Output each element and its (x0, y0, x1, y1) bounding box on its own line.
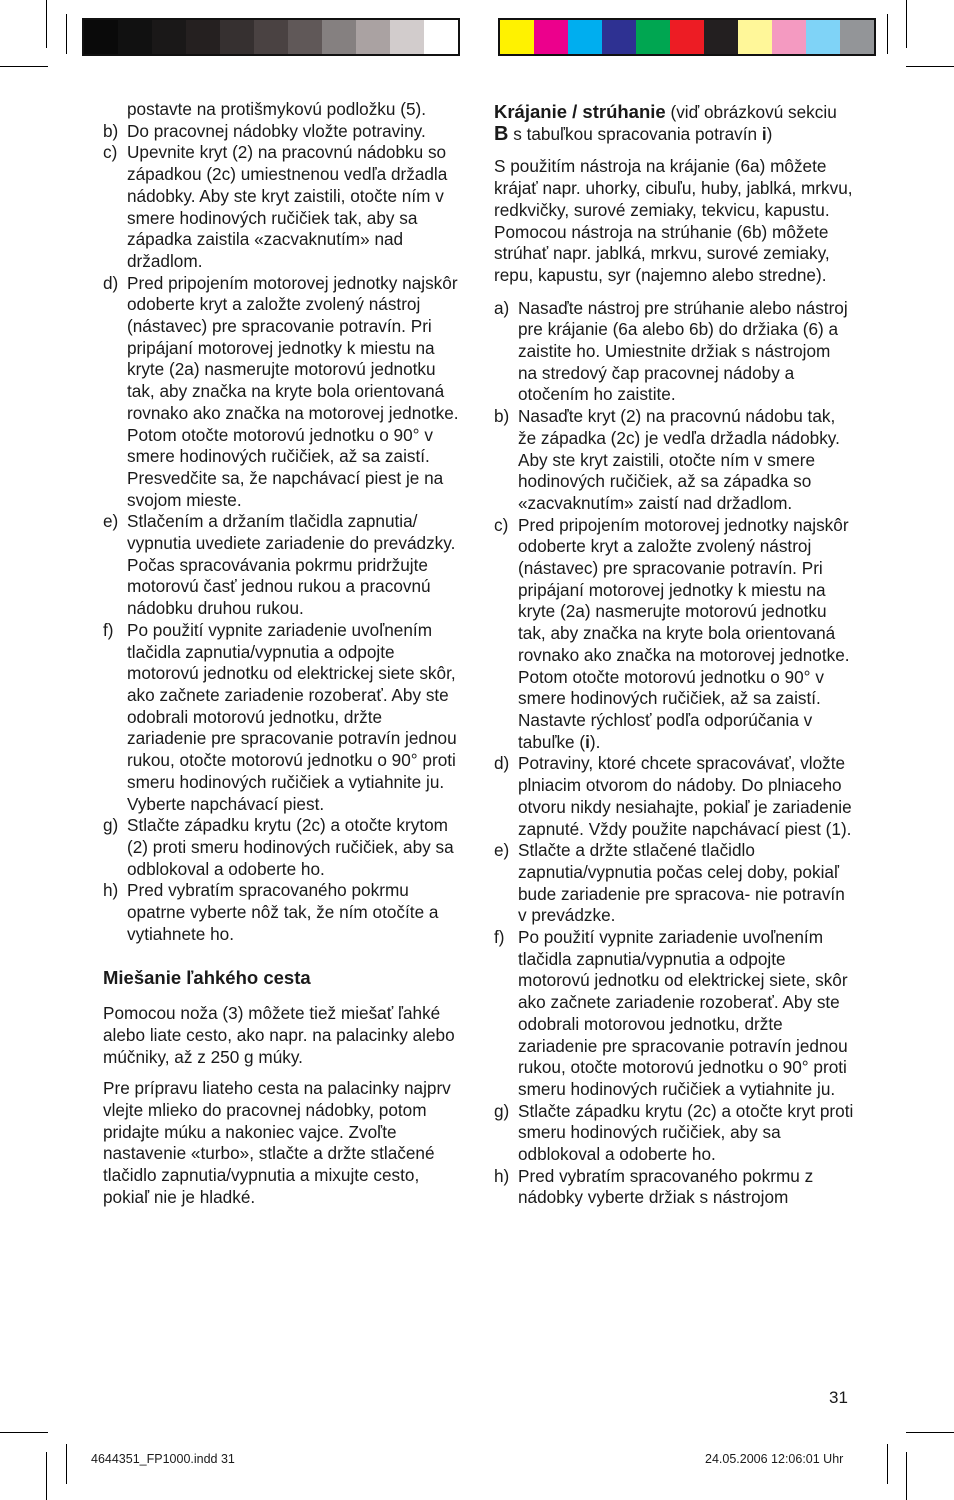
color-swatch (322, 20, 356, 54)
color-swatch (534, 20, 568, 54)
footer-date: 24.05.2006 12:06:01 Uhr (705, 1452, 844, 1466)
list-item-text: Po použití vypnite zariadenie uvoľnením tlačidla zapnutia/vypnutia a odpojte motorovú jednotku od elektrickej siete skôr, ako začnete zariadenie rozoberať. Aby ste odobrali motorovú jednotku, držte zariadenie pre spracovanie potravín jednou rukou, otočte motorovú jednotku o 90° proti smeru hodinových ručičiek a vytiahnite ju. Vyberte napchávací piest. (127, 619, 457, 814)
color-swatch (220, 20, 254, 54)
list-item-label: g) (103, 815, 119, 836)
color-swatch (704, 20, 738, 54)
crop-mark (906, 1432, 954, 1433)
list-item (103, 121, 461, 143)
footer-file: 4644351_FP1000.indd 31 (91, 1452, 235, 1466)
list-item-label: a) (494, 297, 510, 318)
list-item-text: Stlačte západku krytu (2c) a otočte kryt proti smeru hodinových ručičiek, aby sa odblokoval a odoberte ho. (518, 1100, 854, 1165)
right-column (494, 101, 854, 1209)
list-item-text: Pred vybratím spracovaného pokrmu opatrne vyberte nôž tak, že ním otočíte a vytiahnete ho. (127, 880, 439, 944)
color-swatch (356, 20, 390, 54)
color-swatch (424, 20, 458, 54)
list-item-text: Pred pripojením motorovej jednotky najskôr odoberte kryt a založte zvolený nástroj (nástavec) pre spracovanie potravín. Pri pripájaní motorovej jednotky k miestu na kryte (2a) nasmerujte motorovú jednotku tak, aby značka na kryte bola orientovaná rovnako ako značka na motorovej jednotke. Potom otočte motorovú jednotku o 90° v smere hodinových ručičiek, až sa zaistí. Presvedčite sa, že napchávací piest je na svojom mieste. (127, 272, 459, 510)
list-item-text: Stlačte a držte stlačené tlačidlo zapnutia/vypnutia počas celej doby, pokiaľ bude zariadenie pre spracova- nie potravín v prevádzke. (518, 840, 845, 926)
color-swatch (186, 20, 220, 54)
list-item (494, 753, 854, 840)
list-item-text: Nasaďte nástroj pre strúhanie alebo nástroj pre krájanie (6a alebo 6b) do držiaka (6) a zaistite ho. Umiestnite držiak s nástrojom na stredový čap pracovnej nádoby a otočením ho zaistite. (518, 297, 848, 405)
grayscale-color-bar (82, 18, 460, 56)
list-item (494, 927, 854, 1101)
list-item-text: Stlačte západku krytu (2c) a otočte krytom (2) proti smeru hodinových ručičiek, aby sa odblokoval a odoberte ho. (127, 815, 454, 879)
crop-mark (0, 1432, 48, 1433)
list-item-label: h) (103, 880, 119, 901)
list-item (103, 815, 461, 880)
crop-mark (0, 66, 48, 67)
list-item-label: b) (494, 406, 510, 427)
color-swatch (390, 20, 424, 54)
list-item (494, 515, 854, 754)
color-swatch (738, 20, 772, 54)
list-item-label: f) (494, 927, 505, 948)
crop-mark (887, 14, 888, 54)
page-number: 31 (829, 1388, 848, 1407)
color-swatch (568, 20, 602, 54)
list-item-label: e) (103, 511, 119, 532)
list-item (494, 406, 854, 515)
list-item (494, 1166, 854, 1209)
paragraph: Pomocou noža (3) môžete tiež miešať ľahké alebo liate cesto, ako napr. na palacinky alebo múčniky, až z 250 g múky. (103, 1003, 455, 1067)
intro-text: postavte na protišmykovú podložku (5). (127, 99, 427, 119)
cmyk-color-bar (498, 18, 876, 56)
paragraph: Pre prípravu liateho cesta na palacinky najprv vlejte mlieko do pracovnej nádobky, potom pridajte múku a nakoniec vajce. Zvoľte nastavenie «turbo», stlačte a držte stlačené tlačidlo zapnutia/vypnutia a mixujte cesto, pokiaľ nie je hladké. (103, 1078, 451, 1207)
crop-mark (46, 0, 47, 48)
left-column (103, 99, 461, 1208)
list-item-label: d) (494, 753, 510, 774)
list-item-text: Pred vybratím spracovaného pokrmu z nádobky vyberte držiak s nástrojom (518, 1165, 814, 1208)
list-item-text: Po použití vypnite zariadenie uvoľnením tlačidla zapnutia/vypnutia a odpojte motorovú jednotku od elektrickej siete, skôr ako začnete zariadenie rozoberať. Aby ste odobrali motorovou jednotku, držte zariadenie pre spracovanie potravín jednou rukou, otočte motorovú jednotku o 90° proti smeru hodinových ručičiek a vytiahnite ju. (518, 927, 848, 1099)
list-item (494, 1101, 854, 1166)
color-swatch (118, 20, 152, 54)
list-item-label: b) (103, 120, 119, 141)
color-swatch (152, 20, 186, 54)
list-item (103, 273, 461, 512)
section-heading: Krájanie / strúhanie (viď obrázkovú sekciu B s tabuľkou spracovania potravín i) (494, 101, 837, 145)
list-item (494, 840, 854, 927)
color-swatch (254, 20, 288, 54)
list-item-label: e) (494, 840, 510, 861)
list-item-label: h) (494, 1165, 510, 1186)
list-item-text: Nasaďte kryt (2) na pracovnú nádobu tak, že západka (2c) je vedľa držadla nádobky. Aby ste kryt zaistili, otočte ním v smere hodinových ručičiek, až sa západka so «zacvaknutím» zaistí nad držadlom. (518, 406, 840, 513)
list-item (103, 511, 461, 620)
section-heading: Miešanie ľahkého cesta (103, 967, 311, 989)
list-item-text: Pred pripojením motorovej jednotky najskôr odoberte kryt a založte zvolený nástroj (nástavec) pre spracovanie potravín. Pri pripájaní motorovej jednotky k miestu na kryte (2a) nasmerujte motorovú jednotku tak, aby značka na kryte bola orientovaná rovnako ako značka na motorovej jednotke. Potom otočte motorovú jednotku o 90° v smere hodinových ručičiek, až sa zaistí. Nastavte rýchlosť podľa odporúčania v tabuľke (i). (518, 514, 850, 752)
color-swatch (840, 20, 874, 54)
list-item (103, 142, 461, 272)
color-swatch (500, 20, 534, 54)
list-item-text: Do pracovnej nádobky vložte potraviny. (127, 120, 426, 141)
list-item-label: c) (103, 142, 118, 163)
crop-mark (906, 66, 954, 67)
list-item-label: c) (494, 514, 509, 535)
crop-mark (66, 1444, 67, 1484)
list-item-text: Potraviny, ktoré chcete spracovávať, vložte plniacim otvorom do nádoby. Do plniaceho otvoru nikdy nesiahajte, pokiaľ je zariadenie zapnuté. Vždy použite napchávací piest (1). (518, 753, 852, 839)
list-item-label: f) (103, 619, 114, 640)
crop-mark (887, 1444, 888, 1484)
heading-title: Krájanie / strúhanie (494, 101, 666, 122)
list-item-label: d) (103, 272, 119, 293)
color-swatch (636, 20, 670, 54)
list-item-label: g) (494, 1100, 510, 1121)
list-item (103, 620, 461, 815)
color-swatch (84, 20, 118, 54)
crop-mark (906, 1452, 907, 1500)
list-item-text: Stlačením a držaním tlačidla zapnutia/ vypnutia uvediete zariadenie do prevádzky. Počas spracovávania pokrmu pridržujte motorovú časť jednou rukou a pracovnú nádobku druhou rukou. (127, 511, 456, 619)
color-swatch (288, 20, 322, 54)
list-item (494, 298, 854, 407)
crop-mark (46, 1452, 47, 1500)
color-swatch (670, 20, 704, 54)
crop-mark (66, 14, 67, 54)
paragraph: S použitím nástroja na krájanie (6a) môžete krájať napr. uhorky, cibuľu, huby, jablká, mrkvu, redkvičky, surové zemiaky, tekvicu, kapustu. Pomocou nástroja na strúhanie (6b) môžete strúhať napr. jablká, mrkvu, surové zemiaky, repu, kapustu, syr (najemno alebo stredne). (494, 156, 853, 285)
list-item (103, 880, 461, 945)
color-swatch (806, 20, 840, 54)
crop-mark (906, 0, 907, 48)
list-item (103, 99, 461, 121)
list-item-text: Upevnite kryt (2) na pracovnú nádobku so západkou (2c) umiestnenou vedľa držadla nádobky. Aby ste kryt zaistili, otočte ním v smere hodinových ručičiek tak, aby sa západka zaistila «zacvaknutím» nad držadlom. (127, 142, 448, 271)
color-swatch (772, 20, 806, 54)
color-swatch (602, 20, 636, 54)
